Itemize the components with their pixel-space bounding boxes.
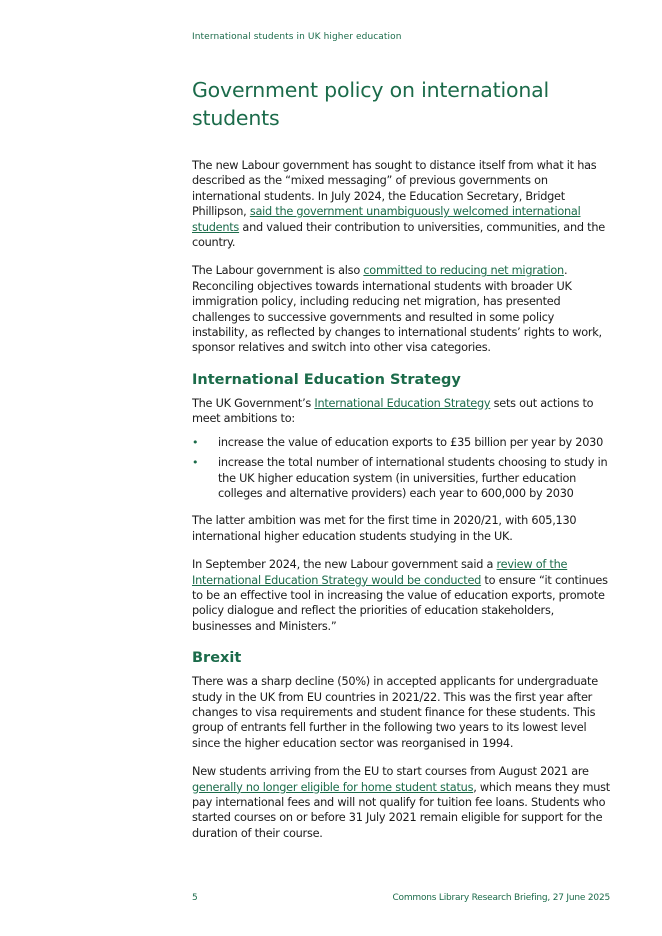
text-span: and valued their contribution to universities, communities, and the country.: [192, 220, 605, 250]
ies-link[interactable]: International Education Strategy: [314, 396, 491, 410]
ies-ambitions-list: [192, 435, 612, 502]
list-item-text: increase the total number of international students choosing to study in the UK higher education system (in universities, further education colleges and alternative providers) each year to 600,000 by 2030: [218, 456, 608, 500]
text-span: . Reconciling objectives towards international students with broader UK immigration policy, including reducing net migration, has presented challenges to successive governments and resulted in some policy instability, as reflected by changes to international students’ rights to work, sponsor relatives and switch into other visa categories.: [192, 264, 602, 355]
page-number: 5: [192, 893, 198, 903]
page-title: Government policy on international students: [192, 78, 549, 130]
text-span: The Labour government is also: [192, 264, 364, 278]
text-span: The UK Government’s: [192, 396, 315, 410]
text-span: New students arriving from the EU to start courses from August 2021 are: [192, 765, 589, 779]
text-span: In September 2024, the new Labour government said a: [192, 558, 497, 572]
intro-paragraph-2: [192, 263, 612, 355]
text-span: sets out actions to meet ambitions to:: [192, 396, 594, 426]
welcome-international-students-link[interactable]: said the government unambiguously welcomed international students: [192, 205, 581, 234]
bullet-icon: •: [192, 435, 199, 449]
main-content: [192, 76, 612, 854]
section-heading-brexit: Brexit: [192, 650, 242, 667]
brexit-paragraph-2: [192, 764, 612, 841]
list-item: [192, 455, 612, 501]
text-span: The new Labour government has sought to distance itself from what it has described as the “mixed messaging” of previous governments on international students. In July 2024, the Education Secretary, Bridget Phillipson,: [192, 159, 597, 219]
ies-paragraph-1: [192, 396, 612, 427]
intro-paragraph-1: [192, 158, 612, 250]
text-span: , which means they must pay international fees and will not qualify for tuition fee loans. Students who started courses on or before 31 July 2021 remain eligible for support for the duration of their course.: [192, 780, 610, 840]
list-item: [192, 435, 612, 450]
brexit-paragraph-1: There was a sharp decline (50%) in accepted applicants for undergraduate study in the UK from EU countries in 2021/22. This was the first year after changes to visa requirements and student finance for these students. This group of entrants fell further in the following two years to its lowest level since the higher education sector was reorganised in 1994.: [192, 675, 598, 750]
text-span: to ensure “it continues to be an effective tool in increasing the value of education exports, promote policy dialogue and reflect the priorities of education stakeholders, businesses and Ministers.”: [192, 573, 608, 633]
ies-paragraph-2: The latter ambition was met for the first time in 2020/21, with 605,130 international higher education students studying in the UK.: [192, 514, 577, 543]
bullet-icon: •: [192, 456, 199, 470]
net-migration-link[interactable]: committed to reducing net migration: [363, 264, 564, 278]
running-header: International students in UK higher education: [192, 32, 402, 42]
section-heading-ies: International Education Strategy: [192, 371, 461, 388]
ies-paragraph-3: [192, 557, 612, 634]
list-item-text: increase the value of education exports to £35 billion per year by 2030: [218, 435, 604, 449]
ies-review-link[interactable]: review of the International Education Strategy would be conducted: [192, 558, 568, 587]
footer-source: Commons Library Research Briefing, 27 June 2025: [392, 893, 610, 903]
home-student-status-link[interactable]: generally no longer eligible for home student status: [192, 780, 474, 794]
